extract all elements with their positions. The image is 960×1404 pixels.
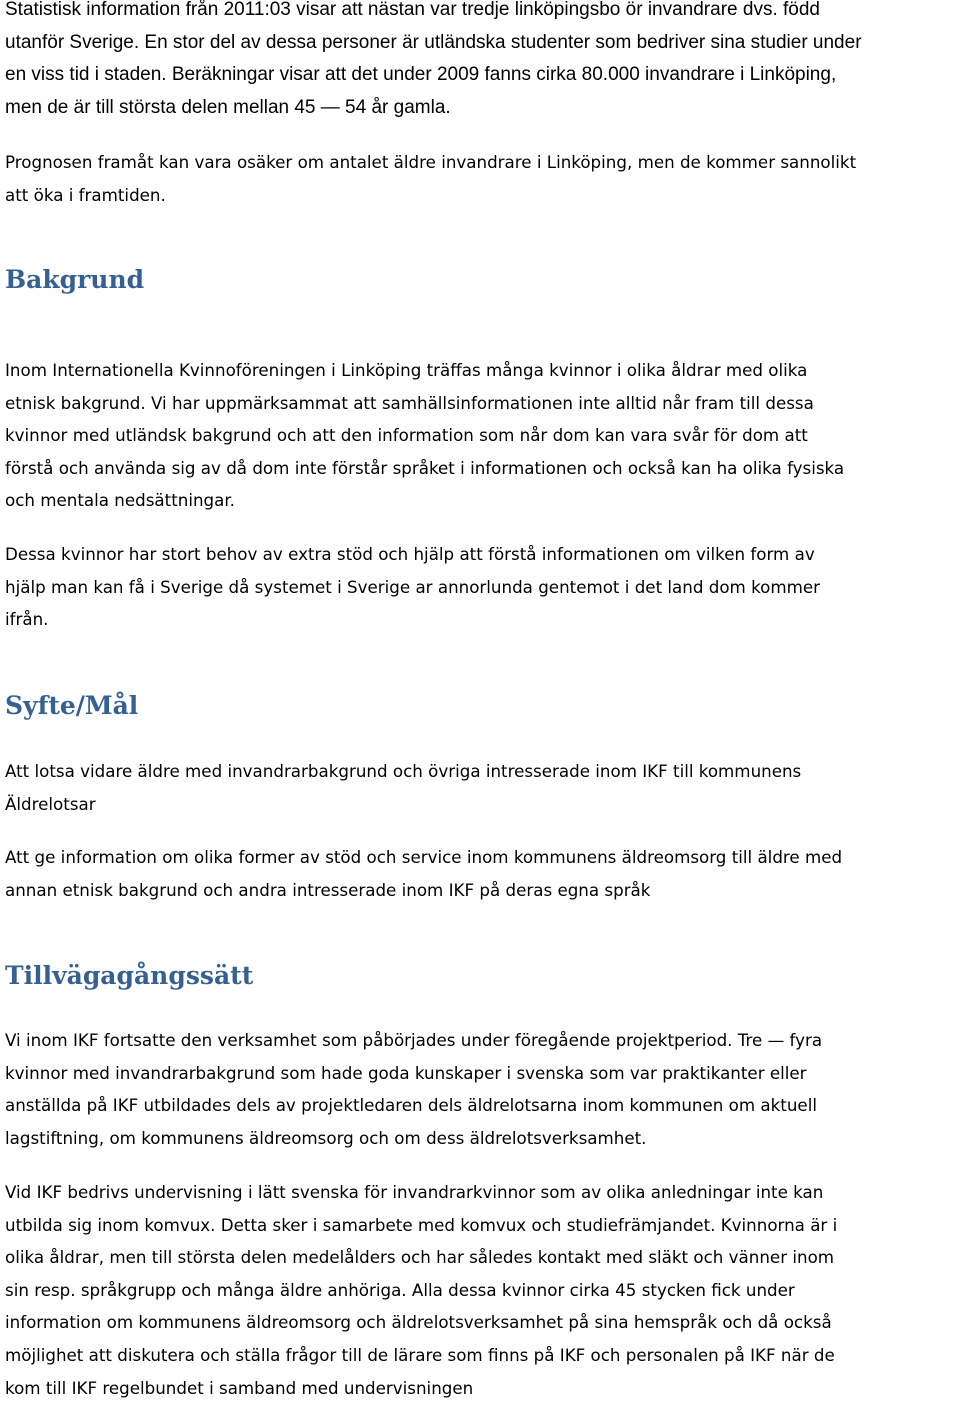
tillvagagangssatt-line: information om kommunens äldreomsorg och äldrelotsverksamhet på sina hemspråk och då också [5,1312,832,1333]
intro-line: men de är till största delen mellan 45 — 54 år gamla. [5,96,451,118]
tillvagagangssatt-line: utbilda sig inom komvux. Detta sker i samarbete med komvux och studiefrämjandet. Kvinnorna är i [5,1214,838,1235]
tillvagagangssatt-line: kom till IKF regelbundet i samband med undervisningen [5,1377,474,1398]
bakgrund-line: Dessa kvinnor har stort behov av extra stöd och hjälp att förstå informationen om vilken form av [5,544,815,564]
bakgrund-heading-block [5,264,144,296]
intro-line: Statistisk information från 2011:03 visar att nästan var tredje linköpingsbo ör invandrare dvs. född [5,0,820,20]
bakgrund-line: hjälp man kan få i Sverige då systemet i Sverige ar annorlunda gentemot i det land dom kommer [5,576,821,597]
bakgrund-paragraph-1 [5,354,844,517]
bakgrund-line: etnisk bakgrund. Vi har uppmärksammat att samhällsinformationen inte alltid når fram till dessa [5,392,814,413]
prognosis-line: att öka i framtiden. [5,184,166,205]
tillvagagangssatt-line: olika åldrar, men till största delen medelålders och har således kontakt med släkt och vänner inom [5,1247,835,1268]
tillvagagangssatt-line: Vid IKF bedrivs undervisning i lätt svenska för invandrarkvinnor som av olika anledningar inte kan [5,1182,824,1202]
bakgrund-line: förstå och använda sig av då dom inte förstår språket i informationen och också kan ha olika fysiska [5,457,845,478]
bakgrund-heading: Bakgrund [5,265,145,294]
bakgrund-line: Inom Internationella Kvinnoföreningen i Linköping träffas många kvinnor i olika åldrar med olika [5,360,808,380]
syfte-paragraph-2 [5,841,842,906]
tillvagagangssatt-line: kvinnor med invandrarbakgrund som hade goda kunskaper i svenska som var praktikanter eller [5,1062,807,1083]
prognosis-line: Prognosen framåt kan vara osäker om antalet äldre invandrare i Linköping, men de kommer sannolikt [5,152,857,172]
tillvagagangssatt-heading: Tillvägagångssätt [5,961,254,990]
syfte-line: Äldrelotsar [5,793,96,814]
tillvagagangssatt-line: möjlighet att diskutera och ställa frågor till de lärare som finns på IKF och personalen på IKF när de [5,1344,835,1365]
syfte-heading: Syfte/Mål [5,691,139,720]
bakgrund-line: ifrån. [5,609,49,630]
tillvagagangssatt-line: lagstiftning, om kommunens äldreomsorg och om dess äldrelotsverksamhet. [5,1127,647,1148]
syfte-line: annan etnisk bakgrund och andra intresserade inom IKF på deras egna språk [5,879,651,900]
syfte-paragraph-1 [5,755,801,820]
prognosis-paragraph [5,146,856,211]
intro-line: en viss tid i staden. Beräkningar visar att det under 2009 fanns cirka 80.000 invandrare i Linköping, [5,64,837,85]
bakgrund-line: och mentala nedsättningar. [5,490,235,511]
bakgrund-paragraph-2 [5,538,820,636]
tillvagagangssatt-paragraph-2 [5,1176,837,1404]
tillvagagangssatt-paragraph-1 [5,1024,822,1154]
intro-paragraph [5,0,862,124]
tillvagagangssatt-line: Vi inom IKF fortsatte den verksamhet som påbörjades under föregående projektperiod. Tre — fyra [5,1030,823,1050]
intro-line: utanför Sverige. En stor del av dessa personer är utländska studenter som bedriver sina studier under [5,31,862,53]
syfte-line: Att ge information om olika former av stöd och service inom kommunens äldreomsorg till äldre med [5,847,843,867]
tillvagagangssatt-heading-block [5,960,253,992]
bakgrund-line: kvinnor med utländsk bakgrund och att den information som når dom kan vara svår för dom att [5,425,808,446]
syfte-heading-block [5,690,138,722]
tillvagagangssatt-line: sin resp. språkgrupp och många äldre anhöriga. Alla dessa kvinnor cirka 45 stycken fick under [5,1279,795,1300]
tillvagagangssatt-line: anställda på IKF utbildades dels av projektledaren dels äldrelotsarna inom kommunen om aktuell [5,1095,817,1116]
syfte-line: Att lotsa vidare äldre med invandrarbakgrund och övriga intresserade inom IKF till kommunens [5,761,802,781]
